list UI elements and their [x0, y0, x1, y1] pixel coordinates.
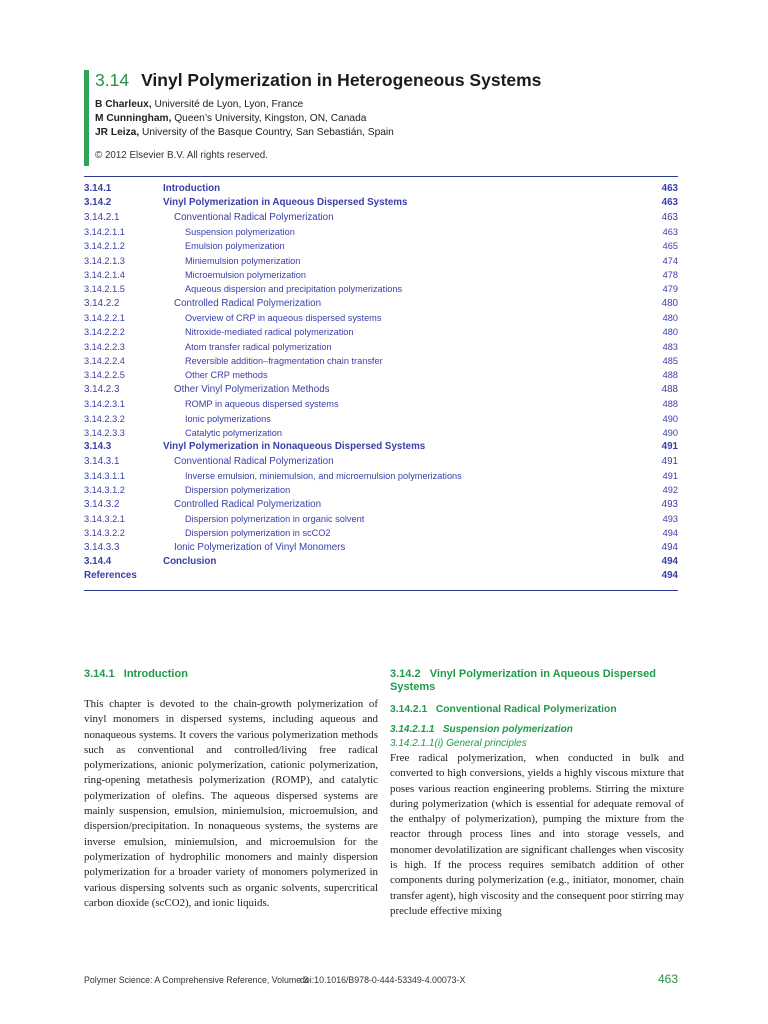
toc-entry-number: References: [84, 570, 137, 582]
toc-entry-page: 474: [662, 255, 678, 266]
toc-entry-number: 3.14.3.2: [84, 498, 120, 510]
toc-entry[interactable]: [84, 225, 678, 239]
toc-entry-page: 480: [661, 297, 678, 309]
header-accent-bar: [84, 70, 89, 166]
toc-entry-number: 3.14.3.1.1: [84, 470, 125, 481]
toc-entry-title: Other CRP methods: [185, 370, 268, 381]
toc-entry-title: Dispersion polymerization in organic solvent: [185, 513, 365, 524]
toc-entry-number: 3.14.2.1.2: [84, 241, 125, 252]
toc-entry[interactable]: [84, 239, 678, 253]
toc-entry[interactable]: [84, 512, 678, 526]
chapter-number: 3.14: [95, 70, 130, 90]
toc-entry-title: Controlled Radical Polymerization: [174, 498, 322, 510]
toc-entry[interactable]: [84, 541, 678, 555]
toc-entry-page: 488: [662, 399, 678, 410]
toc-entry-title: Reversible addition–fragmentation chain transfer: [185, 356, 383, 367]
toc-entry-page: 463: [662, 227, 678, 238]
toc-entry-title: Vinyl Polymerization in Aqueous Dispersed Systems: [163, 197, 408, 209]
toc-entry-title: Miniemulsion polymerization: [185, 255, 301, 266]
author-name: B Charleux,: [95, 99, 152, 110]
toc-entry-number: 3.14.2.2.4: [84, 356, 125, 367]
toc-entry-title: Ionic Polymerization of Vinyl Monomers: [174, 541, 346, 553]
toc-entry-page: 480: [662, 313, 678, 324]
toc-entry[interactable]: [84, 483, 678, 497]
toc-entry-page: 490: [662, 427, 678, 438]
section-number: 3.14.1: [84, 668, 115, 680]
toc-entry-title: Aqueous dispersion and precipitation polymerizations: [185, 284, 403, 295]
toc-entry-page: 483: [662, 341, 678, 352]
toc-entry-number: 3.14.2.3: [84, 383, 120, 395]
toc-entry-number: 3.14.1: [84, 183, 112, 194]
toc-entry-page: 463: [661, 197, 678, 209]
toc-entry-title: Introduction: [163, 183, 221, 194]
subsection-title: Conventional Radical Polymerization: [435, 704, 617, 715]
doi: doi:10.1016/B978-0-444-53349-4.00073-X: [300, 975, 466, 985]
toc-entry-title: Suspension polymerization: [185, 227, 295, 238]
toc-entry[interactable]: [84, 311, 678, 325]
toc-entry-number: 3.14.3.1.2: [84, 485, 125, 496]
toc-entry[interactable]: [84, 397, 678, 411]
toc-entry-title: Conventional Radical Polymerization: [174, 211, 334, 223]
toc-entry-number: 3.14.3.1: [84, 455, 120, 467]
toc-entry-page: 485: [662, 356, 678, 367]
toc-entry[interactable]: [84, 354, 678, 368]
toc-entry-title: Dispersion polymerization in scCO2: [185, 528, 331, 539]
subsection-number: 3.14.2.1: [390, 704, 428, 715]
toc-entry-title: Catalytic polymerization: [185, 427, 283, 438]
toc-entry-number: 3.14.2.1.3: [84, 255, 125, 266]
toc-entry-title: Inverse emulsion, miniemulsion, and microemulsion polymerizations: [185, 470, 462, 481]
toc-entry-number: 3.14.3.2.1: [84, 513, 125, 524]
toc-entry-title: Other Vinyl Polymerization Methods: [174, 383, 330, 395]
toc-entry[interactable]: [84, 340, 678, 354]
toc-entry-number: 3.14.3.3: [84, 541, 120, 553]
author-list: [95, 98, 394, 140]
toc-entry-title: Atom transfer radical polymerization: [185, 341, 332, 352]
toc-entry-title: Dispersion polymerization: [185, 485, 291, 496]
toc-entry[interactable]: [84, 211, 678, 225]
toc-entry-page: 465: [662, 241, 678, 252]
toc-entry-title: Conclusion: [163, 555, 217, 567]
toc-entry-title: Conventional Radical Polymerization: [174, 455, 334, 467]
toc-entry[interactable]: [84, 325, 678, 339]
toc-entry-number: 3.14.3.2.2: [84, 528, 125, 539]
section-heading-introduction: [84, 668, 378, 681]
copyright-notice: © 2012 Elsevier B.V. All rights reserved.: [95, 150, 268, 161]
toc-entry-page: 488: [662, 370, 678, 381]
author-name: JR Leiza,: [95, 127, 140, 138]
toc-entry-page: 463: [661, 183, 678, 194]
toc-entry[interactable]: [84, 569, 678, 583]
toc-entry-number: 3.14.2.3.3: [84, 427, 125, 438]
page-number: 463: [657, 972, 678, 986]
toc-entry-number: 3.14.2.2.1: [84, 313, 125, 324]
toc-entry-page: 493: [662, 513, 678, 524]
toc-entry-title: Overview of CRP in aqueous dispersed systems: [185, 313, 382, 324]
toc-entry[interactable]: [84, 426, 678, 440]
toc-entry-title: Emulsion polymerization: [185, 241, 285, 252]
toc-entry-page: 488: [661, 383, 678, 395]
toc-entry[interactable]: [84, 182, 678, 196]
section-title: Vinyl Polymerization in Aqueous Dispersed Systems: [390, 668, 656, 693]
toc-entry-page: 493: [661, 498, 678, 510]
toc-entry-title: Ionic polymerizations: [185, 413, 271, 424]
toc-entry[interactable]: [84, 440, 678, 454]
toc-entry-title: Nitroxide-mediated radical polymerization: [185, 327, 354, 338]
toc-entry-page: 490: [662, 413, 678, 424]
general-principles-heading: 3.14.2.1.1(i) General principles: [390, 738, 527, 749]
toc-entry-page: 480: [662, 327, 678, 338]
toc-entry-number: 3.14.2.3.2: [84, 413, 125, 424]
journal-reference: Polymer Science: A Comprehensive Reference, Volume 3: [84, 975, 309, 985]
chapter-title-text: Vinyl Polymerization in Heterogeneous Systems: [141, 70, 542, 90]
author-affiliation: University of the Basque Country, San Sebastián, Spain: [142, 127, 394, 138]
author-affiliation: Queen’s University, Kingston, ON, Canada: [174, 113, 367, 124]
subsubsection-heading: [390, 724, 684, 735]
toc-entry-page: 491: [661, 441, 678, 453]
toc-entry-title: Microemulsion polymerization: [185, 270, 307, 281]
toc-entry[interactable]: [84, 526, 678, 540]
left-column: [84, 668, 378, 911]
toc-entry-page: 491: [662, 470, 678, 481]
suspension-paragraph: Free radical polymerization, when conducted in bulk and converted to high conversions, yields a highly viscous mixture that poses various reaction engineering problems. Stirring the mixture during polymerization (which is essential for adequate removal of the enthalpy of polymerization), pumping the mixture from the reactor through process lines and into storage vessels, and monomer devolatilization are significant challenges when viscosity is high. If the process requires semibatch addition of other components during polymerization (e.g., initiator, monomer, chain transfer agent), high viscosity and the consequent poor stirring may preclude effective mixing: [390, 752, 684, 917]
author-line: [95, 98, 394, 112]
toc-entry[interactable]: [84, 254, 678, 268]
section-title: Introduction: [123, 668, 188, 680]
introduction-paragraph: This chapter is devoted to the chain-growth polymerization of vinyl monomers in dispersed systems, including aqueous and nonaqueous systems. It covers the various polymerization methods such as conventional and controlled/living free radical polymerizations, anionic polymerization, cationic polymerization, ring-opening metathesis polymerization (ROMP), and catalytic polymerization of olefins. The aqueous dispersed systems are mainly suspension, emulsion, miniemulsion, microemulsion, and dispersion/precipitation. In nonaqueous systems, the systems are inverse emulsion, miniemulsion, and microemulsion for the polymerization of hydrophilic monomers and mainly dispersion polymerization for a broader variety of monomers polymerized in various dispersing solvents such as organic solvents, supercritical carbon dioxide (scCO2), and ionic liquids.: [84, 698, 378, 909]
toc-entry-page: 479: [662, 284, 678, 295]
toc-entry[interactable]: [84, 196, 678, 210]
toc-entry-title: ROMP in aqueous dispersed systems: [185, 399, 339, 410]
toc-entry[interactable]: [84, 455, 678, 469]
section-heading-aqueous: [390, 668, 684, 694]
toc-entry-number: 3.14.2.1.1: [84, 227, 125, 238]
toc-top-rule: [84, 176, 678, 177]
author-line: [95, 112, 394, 126]
toc-entry-title: Vinyl Polymerization in Nonaqueous Dispersed Systems: [163, 441, 426, 453]
toc-entry-page: 494: [661, 541, 678, 553]
right-column: [390, 668, 684, 919]
toc-entry[interactable]: [84, 383, 678, 397]
section-number: 3.14.2: [390, 668, 421, 680]
toc-entry[interactable]: [84, 555, 678, 569]
toc-entry-title: Controlled Radical Polymerization: [174, 297, 322, 309]
toc-entry-number: 3.14.2: [84, 197, 112, 209]
toc-entry-page: 491: [661, 455, 678, 467]
toc-entry-number: 3.14.2.2.5: [84, 370, 125, 381]
chapter-title: [95, 70, 541, 91]
table-of-contents: [84, 182, 678, 584]
toc-entry-number: 3.14.2.1.5: [84, 284, 125, 295]
subsubsection-number: 3.14.2.1.1: [390, 724, 435, 735]
toc-entry[interactable]: [84, 268, 678, 282]
toc-entry-number: 3.14.2.2.3: [84, 341, 125, 352]
author-affiliation: Université de Lyon, Lyon, France: [154, 99, 304, 110]
toc-entry-page: 492: [662, 485, 678, 496]
toc-entry-number: 3.14.2.1.4: [84, 270, 125, 281]
toc-entry-number: 3.14.2.1: [84, 211, 120, 223]
toc-entry-number: 3.14.2.2: [84, 297, 120, 309]
toc-entry-page: 494: [661, 555, 678, 567]
toc-entry-page: 494: [662, 528, 678, 539]
toc-entry-number: 3.14.2.3.1: [84, 399, 125, 410]
toc-entry[interactable]: [84, 282, 678, 296]
toc-entry-page: 478: [662, 270, 678, 281]
toc-entry[interactable]: [84, 498, 678, 512]
toc-entry-page: 463: [661, 211, 678, 223]
toc-bottom-rule: [84, 590, 678, 591]
toc-entry-number: 3.14.3: [84, 441, 112, 453]
toc-entry[interactable]: [84, 469, 678, 483]
subsection-heading: [390, 704, 684, 715]
subsubsection-title: Suspension polymerization: [442, 724, 573, 735]
toc-entry-number: 3.14.2.2.2: [84, 327, 125, 338]
toc-entry[interactable]: [84, 368, 678, 382]
author-line: [95, 126, 394, 140]
toc-entry-page: 494: [661, 570, 678, 582]
toc-entry[interactable]: [84, 297, 678, 311]
author-name: M Cunningham,: [95, 113, 172, 124]
toc-entry-number: 3.14.4: [84, 555, 112, 567]
toc-entry[interactable]: [84, 412, 678, 426]
